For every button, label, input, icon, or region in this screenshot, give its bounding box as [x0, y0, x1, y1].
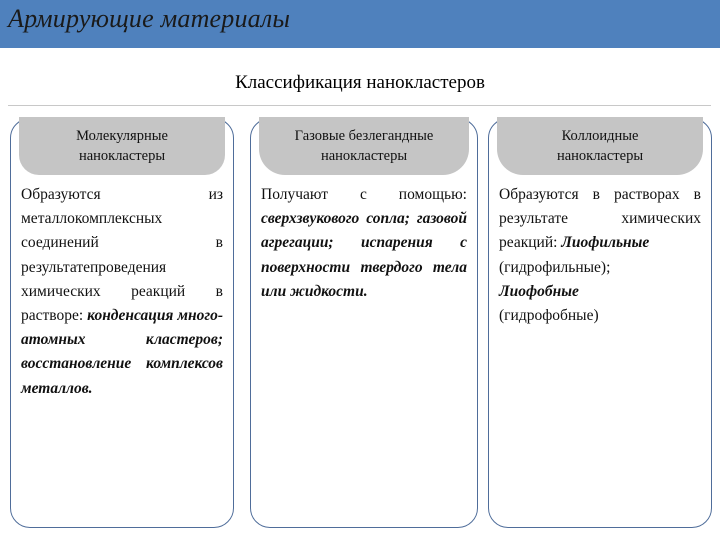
header-line-1: Молекулярные — [76, 128, 168, 144]
body-text: (гидрофобные) — [499, 307, 599, 325]
header-line-1: Коллоидные — [561, 128, 639, 144]
body-emphasis: Лиофильные — [561, 234, 650, 252]
divider — [8, 105, 711, 106]
column-body-molecular — [21, 183, 223, 401]
body-emphasis: газовой агрегации; — [261, 210, 467, 252]
column-colloid — [488, 118, 712, 528]
body-text: Образуются из металлокомплексных соединений в результатепроведения химических реакций в растворе: — [21, 186, 223, 325]
body-emphasis: Лиофобные — [499, 282, 579, 300]
header-line-2: нанокластеры — [320, 148, 408, 164]
column-body-colloid — [499, 183, 701, 328]
body-text: Получают с помощью: — [261, 186, 467, 203]
column-header-molecular — [19, 117, 225, 175]
body-emphasis: восстановление комплексов металлов. — [21, 355, 223, 397]
header-line-2: нанокластеры — [78, 148, 166, 164]
body-text: Образуются в растворах в результате химических реакций: — [499, 186, 701, 252]
header-line-2: нанокластеры — [556, 148, 644, 164]
title-bar — [0, 0, 720, 48]
header-line-1: Газовые безлегандные — [294, 128, 434, 144]
classification-heading: Классификация нанокластеров — [235, 72, 485, 93]
column-header-gas — [259, 117, 469, 175]
column-body-gas — [261, 183, 467, 304]
column-gas — [250, 118, 478, 528]
slide-title: Армирующие материалы — [8, 4, 291, 33]
column-molecular — [10, 118, 234, 528]
column-header-colloid — [497, 117, 703, 175]
body-emphasis: сверхзвукового сопла; — [261, 210, 410, 228]
body-text: (гидрофильные); — [499, 258, 611, 276]
body-emphasis: испарения с поверхности твердого тела или жидкости. — [261, 234, 468, 300]
body-emphasis: конденсация много-атомных кластеров; — [21, 307, 224, 349]
